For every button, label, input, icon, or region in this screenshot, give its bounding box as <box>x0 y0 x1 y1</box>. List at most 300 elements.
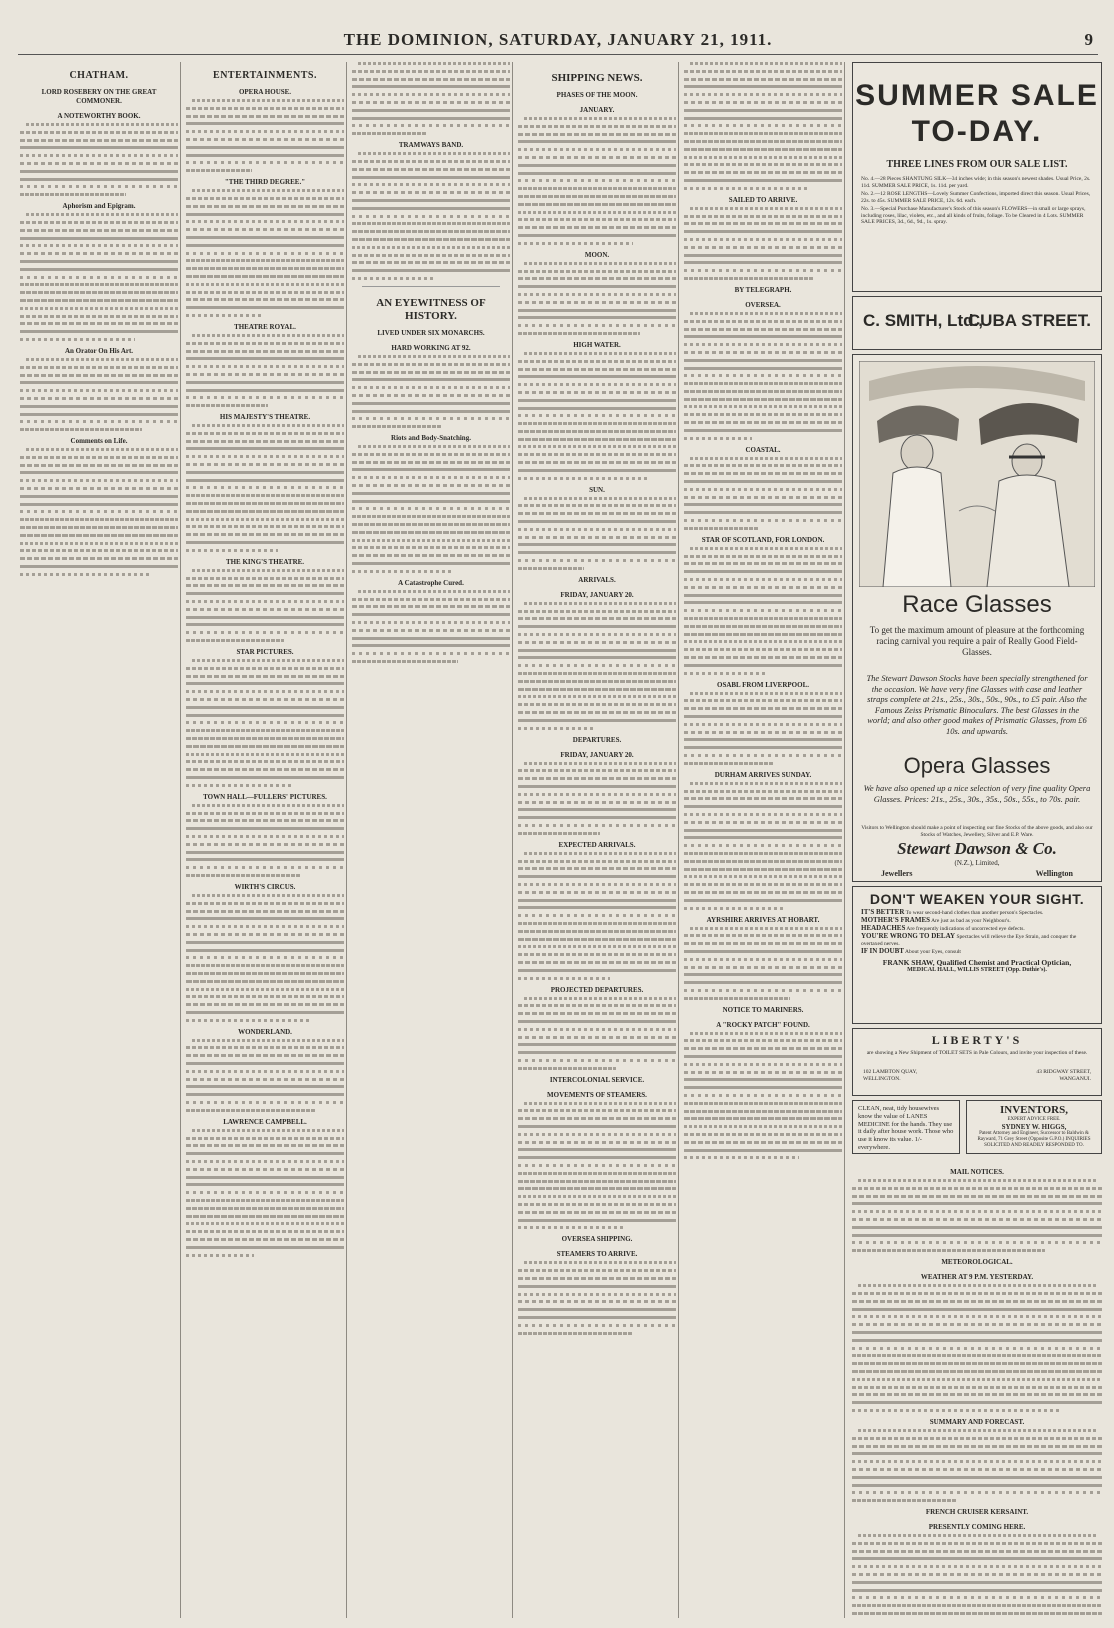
text-line-texture <box>684 70 842 73</box>
text-line-texture <box>20 405 178 408</box>
text-line-texture <box>518 769 676 772</box>
text-line-texture <box>684 1078 842 1081</box>
text-line-texture <box>186 1101 344 1104</box>
text-line-texture <box>352 613 510 616</box>
sight-line-text: Are just as bad as your Neighbour's. <box>931 918 1011 924</box>
notices-column <box>852 1162 1102 1618</box>
text-line-texture <box>186 1062 344 1065</box>
text-line-texture <box>352 78 510 81</box>
text-line-texture <box>352 238 510 241</box>
text-line-texture <box>20 268 178 271</box>
text-line-texture <box>518 133 676 136</box>
page-number: 9 <box>1084 30 1094 49</box>
text-line-texture <box>852 1241 1102 1244</box>
text-line-texture <box>20 389 178 392</box>
article-body <box>852 1429 1102 1502</box>
text-line-texture <box>684 1055 842 1058</box>
text-line-texture <box>684 754 842 757</box>
text-line-texture <box>684 93 842 96</box>
subhead-french-cruiser: FRENCH CRUISER KERSAINT. <box>925 1508 1029 1517</box>
text-line-texture <box>20 154 178 157</box>
sight-line-text: To wear second-hand clothes than another person's Spectacles. <box>905 910 1044 916</box>
text-line-texture <box>684 390 842 393</box>
text-line-texture <box>852 1300 1102 1303</box>
text-line-texture <box>186 827 344 830</box>
text-line-texture <box>186 306 344 309</box>
text-line-texture <box>684 320 842 323</box>
text-line-texture <box>20 338 135 341</box>
text-line-texture <box>186 298 344 301</box>
text-line-texture <box>852 1187 1102 1190</box>
text-line-texture <box>186 682 344 685</box>
subhead-departures: DEPARTURES. <box>572 735 622 744</box>
text-line-texture <box>20 464 178 467</box>
text-line-texture <box>690 927 842 930</box>
text-line-texture <box>20 479 178 482</box>
text-line-texture <box>852 1437 1102 1440</box>
text-line-texture <box>684 163 842 166</box>
text-line-texture <box>518 1117 676 1120</box>
subhead-lawrence-campbell: LAWRENCE CAMPBELL. <box>223 1117 307 1126</box>
text-line-texture <box>186 197 344 200</box>
text-line-texture <box>518 977 610 980</box>
text-line-texture <box>518 801 676 804</box>
text-line-texture <box>518 430 676 433</box>
text-line-texture <box>518 1043 676 1046</box>
text-line-texture <box>518 414 676 417</box>
text-line-texture <box>518 226 676 229</box>
text-line-texture <box>518 922 676 925</box>
sale-item: No. 4.—28 Pieces SHANTUNG SILK—34 inches wide; in this season's newest shades. Usual Price, 2s. 11d. SUMMER SALE PRICE, 1s. 11d. per yard. <box>861 176 1091 189</box>
article-body <box>352 62 510 135</box>
text-line-texture <box>186 389 344 392</box>
text-line-texture <box>518 324 676 327</box>
text-line-texture <box>352 531 510 534</box>
text-line-texture <box>852 1589 1102 1592</box>
text-line-texture <box>352 644 510 647</box>
subhead-meteorological: METEOROLOGICAL. <box>941 1258 1013 1267</box>
article-body <box>852 1179 1102 1252</box>
article-body <box>518 352 676 480</box>
text-line-texture <box>358 152 510 155</box>
text-line-texture <box>684 973 842 976</box>
subhead-star-pictures: STAR PICTURES. <box>236 648 294 657</box>
text-line-texture <box>518 727 594 730</box>
subhead-notice-mariners: NOTICE TO MARINERS. <box>722 1005 804 1014</box>
text-line-texture <box>20 487 178 490</box>
text-line-texture <box>186 819 344 822</box>
text-line-texture <box>684 215 842 218</box>
sight-body <box>853 907 1101 958</box>
text-line-texture <box>186 592 344 595</box>
text-line-texture <box>518 953 676 956</box>
text-line-texture <box>684 836 842 839</box>
article-body <box>684 207 842 280</box>
sale-item: No. 2.—12 ROSE LENGTHS—Lovely Summer Confections, imported direct this season. Usual Prices, 22s. to 45s. SUMMER SALE PRICE, 12s. 6d. each. <box>861 191 1091 204</box>
article-body <box>518 117 676 245</box>
text-line-texture <box>524 852 676 855</box>
article-body <box>186 1129 344 1257</box>
inventors-details: Patent Attorney and Engineer, Successor to Baldwin & Rayward, 71 Grey Street (Opposite G.P.O.) INQUIRIES SOLICITED AND READILY RESPONDED TO. <box>977 1131 1091 1148</box>
text-line-texture <box>852 1218 1102 1221</box>
text-line-texture <box>186 698 344 701</box>
shaw-address: MEDICAL HALL, WILLIS STREET (Opp. Duthie's). <box>907 967 1047 973</box>
text-line-texture <box>20 283 178 286</box>
sight-line-text: Spectacles will relieve the Eye Strain, and conquer the overtaxed nerves. <box>861 934 1077 947</box>
text-line-texture <box>518 179 676 182</box>
text-line-texture <box>352 394 510 397</box>
article-body <box>352 152 510 280</box>
text-line-texture <box>186 1215 344 1218</box>
text-line-texture <box>684 1071 842 1074</box>
text-line-texture <box>186 541 344 544</box>
subhead-osabl: OSABL FROM LIVERPOOL. <box>717 680 809 689</box>
text-line-texture <box>684 421 842 424</box>
text-line-texture <box>352 554 510 557</box>
text-line-texture <box>186 447 344 450</box>
summer-sale-ad <box>852 62 1102 292</box>
text-line-texture <box>186 675 344 678</box>
text-line-texture <box>518 285 676 288</box>
text-line-texture <box>518 617 676 620</box>
text-line-texture <box>186 753 344 756</box>
text-line-texture <box>852 1542 1102 1545</box>
text-line-texture <box>186 608 344 611</box>
text-line-texture <box>852 1460 1102 1463</box>
text-line-texture <box>186 577 344 580</box>
text-line-texture <box>518 301 676 304</box>
article-body <box>852 1284 1102 1412</box>
text-line-texture <box>684 601 842 604</box>
text-line-texture <box>518 1269 676 1272</box>
article-body <box>518 602 676 730</box>
text-line-texture <box>852 1292 1102 1295</box>
text-line-texture <box>518 1156 676 1159</box>
text-line-texture <box>20 260 178 263</box>
text-line-texture <box>852 1604 1102 1607</box>
lanes-medicine-ad: CLEAN, neat, tidy housewives know the value of LANES MEDICINE for the hands. They use it daily after house work. Those who use it know its value. 1/- everywhere. <box>852 1100 960 1154</box>
subhead-sailed-to-arrive: SAILED TO ARRIVE. <box>728 195 798 204</box>
text-line-texture <box>684 405 842 408</box>
text-line-texture <box>684 797 842 800</box>
text-line-texture <box>684 738 842 741</box>
sight-line-label: HEADACHES <box>861 924 906 932</box>
visitors-note: Visitors to Wellington should make a point of inspecting our fine Stocks of the above goods, and also our Stocks of Watches, Jewellery, Silver and E.P. Ware. <box>861 825 1093 838</box>
article-body <box>186 334 344 407</box>
text-line-texture <box>518 1277 676 1280</box>
sale-tagline: THREE LINES FROM OUR SALE LIST. <box>886 159 1068 170</box>
text-line-texture <box>352 402 510 405</box>
text-line-texture <box>20 471 178 474</box>
subhead-coming-here: PRESENTLY COMING HERE. <box>928 1523 1026 1532</box>
libertys-text: are showing a New Shipment of TOILET SETS in Pale Colours, and invite your inspection of these. <box>866 1050 1088 1056</box>
text-line-texture <box>192 894 344 897</box>
article-body <box>20 213 178 341</box>
text-line-texture <box>186 220 344 223</box>
article-body <box>20 123 178 196</box>
column-divider <box>346 62 347 1618</box>
text-line-texture <box>186 146 344 149</box>
text-line-texture <box>352 109 510 112</box>
subhead-high-water: HIGH WATER. <box>573 340 621 349</box>
text-line-texture <box>518 543 676 546</box>
text-line-texture <box>186 502 344 505</box>
text-line-texture <box>20 518 178 521</box>
subhead-projected-departures: PROJECTED DEPARTURES. <box>550 985 644 994</box>
text-line-texture <box>352 160 510 163</box>
text-line-texture <box>186 107 344 110</box>
address-line: 102 LAMBTON QUAY, <box>863 1069 918 1075</box>
text-line-texture <box>852 1581 1102 1584</box>
subhead-kings-theatre: THE KING'S THEATRE. <box>225 557 305 566</box>
text-line-texture <box>518 316 676 319</box>
text-line-texture <box>684 488 842 491</box>
text-line-texture <box>684 527 758 530</box>
text-line-texture <box>524 602 676 605</box>
text-line-texture <box>684 966 842 969</box>
text-line-texture <box>352 468 510 471</box>
text-line-texture <box>352 637 510 640</box>
text-line-texture <box>186 494 344 497</box>
text-line-texture <box>352 132 426 135</box>
text-line-texture <box>352 168 510 171</box>
text-line-texture <box>186 381 344 384</box>
column-shipping-continued <box>684 62 842 1618</box>
text-line-texture <box>518 375 676 378</box>
text-line-texture <box>186 776 344 779</box>
text-line-texture <box>684 472 842 475</box>
subhead-theatre-royal: THEATRE ROYAL. <box>234 322 296 331</box>
text-line-texture <box>186 639 284 642</box>
text-line-texture <box>20 330 178 333</box>
dawson-ltd: (N.Z.), Limited, <box>954 859 1000 867</box>
text-line-texture <box>352 570 452 573</box>
text-line-texture <box>186 1011 344 1014</box>
text-line-texture <box>518 695 676 698</box>
newspaper-title: THE DOMINION, SATURDAY, JANUARY 21, 1911. <box>343 30 773 49</box>
text-line-texture <box>852 1612 1102 1615</box>
text-line-texture <box>518 703 676 706</box>
text-line-texture <box>518 1133 676 1136</box>
text-line-texture <box>186 949 344 952</box>
text-line-texture <box>186 1230 344 1233</box>
text-line-texture <box>518 875 676 878</box>
text-line-texture <box>852 1339 1102 1342</box>
text-line-texture <box>186 706 344 709</box>
text-line-texture <box>352 230 510 233</box>
text-line-texture <box>518 536 676 539</box>
article-body <box>186 569 344 642</box>
race-glasses-heading: Race Glasses <box>902 591 1052 618</box>
text-line-texture <box>852 1347 1102 1350</box>
text-line-texture <box>186 1003 344 1006</box>
text-line-texture <box>684 222 842 225</box>
text-line-texture <box>684 101 842 104</box>
text-line-texture <box>352 191 510 194</box>
text-line-texture <box>186 440 344 443</box>
text-line-texture <box>352 605 510 608</box>
text-line-texture <box>684 875 842 878</box>
text-line-texture <box>684 85 842 88</box>
subhead-movements: MOVEMENTS OF STEAMERS. <box>547 1090 647 1099</box>
text-line-texture <box>518 203 676 206</box>
text-line-texture <box>684 359 842 362</box>
text-line-texture <box>186 283 344 286</box>
sight-line-label: YOU'RE WRONG TO DELAY <box>861 932 956 940</box>
text-line-texture <box>518 1036 676 1039</box>
text-line-texture <box>684 852 842 855</box>
subhead-intercolonial: INTERCOLONIAL SERVICE. <box>549 1075 645 1084</box>
sale-item: No. 3.—Special Purchase Manufacturer's Stock of this season's FLOWERS—in small or large sprays, including roses, lilac, violets, etc., and all kinds of fruits, foliage. To be Cleared in 4 Lots. SUMMER SALE PRICES, 3d., 6d., 9d., 1s. spray. <box>861 206 1086 225</box>
text-line-texture <box>186 213 344 216</box>
text-line-texture <box>518 1012 676 1015</box>
text-line-texture <box>518 512 676 515</box>
text-line-texture <box>684 261 842 264</box>
text-line-texture <box>524 997 676 1000</box>
text-line-texture <box>186 784 293 787</box>
text-line-texture <box>186 956 344 959</box>
text-line-texture <box>518 461 676 464</box>
text-line-texture <box>186 851 344 854</box>
text-line-texture <box>684 860 842 863</box>
text-line-texture <box>684 578 842 581</box>
text-line-texture <box>192 424 344 427</box>
text-line-texture <box>186 874 300 877</box>
text-line-texture <box>684 246 842 249</box>
text-line-texture <box>684 891 842 894</box>
text-line-texture <box>186 1199 344 1202</box>
text-line-texture <box>684 664 842 667</box>
text-line-texture <box>518 551 676 554</box>
text-line-texture <box>186 342 344 345</box>
text-line-texture <box>690 692 842 695</box>
dawson-jewellers: Jewellers <box>881 869 913 878</box>
text-line-texture <box>518 559 676 562</box>
text-line-texture <box>20 573 151 576</box>
text-line-texture <box>852 1409 1060 1412</box>
text-line-texture <box>186 236 344 239</box>
text-line-texture <box>186 980 344 983</box>
text-line-texture <box>518 156 676 159</box>
text-line-texture <box>684 1094 842 1097</box>
text-line-texture <box>352 410 510 413</box>
frank-shaw-ad <box>852 886 1102 1024</box>
text-line-texture <box>858 1534 1098 1537</box>
text-line-texture <box>852 1596 1102 1599</box>
text-line-texture <box>684 1086 842 1089</box>
text-line-texture <box>352 621 510 624</box>
text-line-texture <box>358 62 510 65</box>
text-line-texture <box>186 760 344 763</box>
text-line-texture <box>186 396 344 399</box>
text-line-texture <box>518 277 676 280</box>
text-line-texture <box>518 1180 676 1183</box>
text-line-texture <box>684 1125 842 1128</box>
text-line-texture <box>524 497 676 500</box>
text-line-texture <box>518 1109 676 1112</box>
text-line-texture <box>684 140 842 143</box>
text-line-texture <box>684 343 842 346</box>
text-line-texture <box>684 715 842 718</box>
text-line-texture <box>684 790 842 793</box>
text-line-texture <box>858 1179 1098 1182</box>
text-line-texture <box>352 598 510 601</box>
subhead-comments: Comments on Life. <box>70 437 128 446</box>
text-line-texture <box>684 1149 842 1152</box>
text-line-texture <box>518 680 676 683</box>
subhead-expected-arrivals: EXPECTED ARRIVALS. <box>558 840 636 849</box>
article-body <box>352 445 510 573</box>
article-body <box>684 782 842 910</box>
text-line-texture <box>518 1125 676 1128</box>
text-line-texture <box>518 899 676 902</box>
text-line-texture <box>20 237 178 240</box>
text-line-texture <box>186 1238 344 1241</box>
text-line-texture <box>852 1452 1102 1455</box>
text-line-texture <box>186 972 344 975</box>
text-line-texture <box>684 254 842 257</box>
text-line-texture <box>852 1331 1102 1334</box>
text-line-texture <box>684 731 842 734</box>
subhead-oversea: OVERSEA. <box>745 300 781 309</box>
text-line-texture <box>518 1308 676 1311</box>
text-line-texture <box>518 1067 616 1070</box>
text-line-texture <box>518 567 584 570</box>
text-line-texture <box>20 397 178 400</box>
text-line-texture <box>186 1222 344 1225</box>
sight-line-label: IF IN DOUBT <box>861 947 904 955</box>
article-body <box>186 1039 344 1112</box>
address-line: WANGANUI. <box>1059 1076 1091 1082</box>
text-line-texture <box>684 672 768 675</box>
text-line-texture <box>684 699 842 702</box>
text-line-texture <box>186 737 344 740</box>
article-body <box>20 448 178 576</box>
text-line-texture <box>852 1354 1102 1357</box>
text-line-texture <box>852 1565 1102 1568</box>
text-line-texture <box>20 178 178 181</box>
text-line-texture <box>518 477 649 480</box>
text-line-texture <box>684 625 842 628</box>
text-line-texture <box>518 785 676 788</box>
text-line-texture <box>352 70 510 73</box>
subhead-star-of-scotland: STAR OF SCOTLAND, FOR LONDON. <box>701 535 825 544</box>
sale-items <box>853 170 1101 232</box>
text-line-texture <box>186 768 344 771</box>
text-line-texture <box>352 207 510 210</box>
article-body <box>684 1032 842 1160</box>
text-line-texture <box>518 1004 676 1007</box>
text-line-texture <box>20 374 178 377</box>
text-line-texture <box>518 1211 676 1214</box>
text-line-texture <box>20 221 178 224</box>
text-line-texture <box>690 207 842 210</box>
text-line-texture <box>684 367 842 370</box>
text-line-texture <box>518 1187 676 1190</box>
text-line-texture <box>684 989 842 992</box>
text-line-texture <box>852 1484 1102 1487</box>
text-line-texture <box>20 185 178 188</box>
text-line-texture <box>186 404 268 407</box>
text-line-texture <box>518 610 676 613</box>
text-line-texture <box>20 315 178 318</box>
text-line-texture <box>186 138 344 141</box>
article-body <box>20 358 178 431</box>
text-line-texture <box>684 1110 842 1113</box>
text-line-texture <box>26 123 178 126</box>
text-line-texture <box>352 425 442 428</box>
text-line-texture <box>858 1284 1098 1287</box>
